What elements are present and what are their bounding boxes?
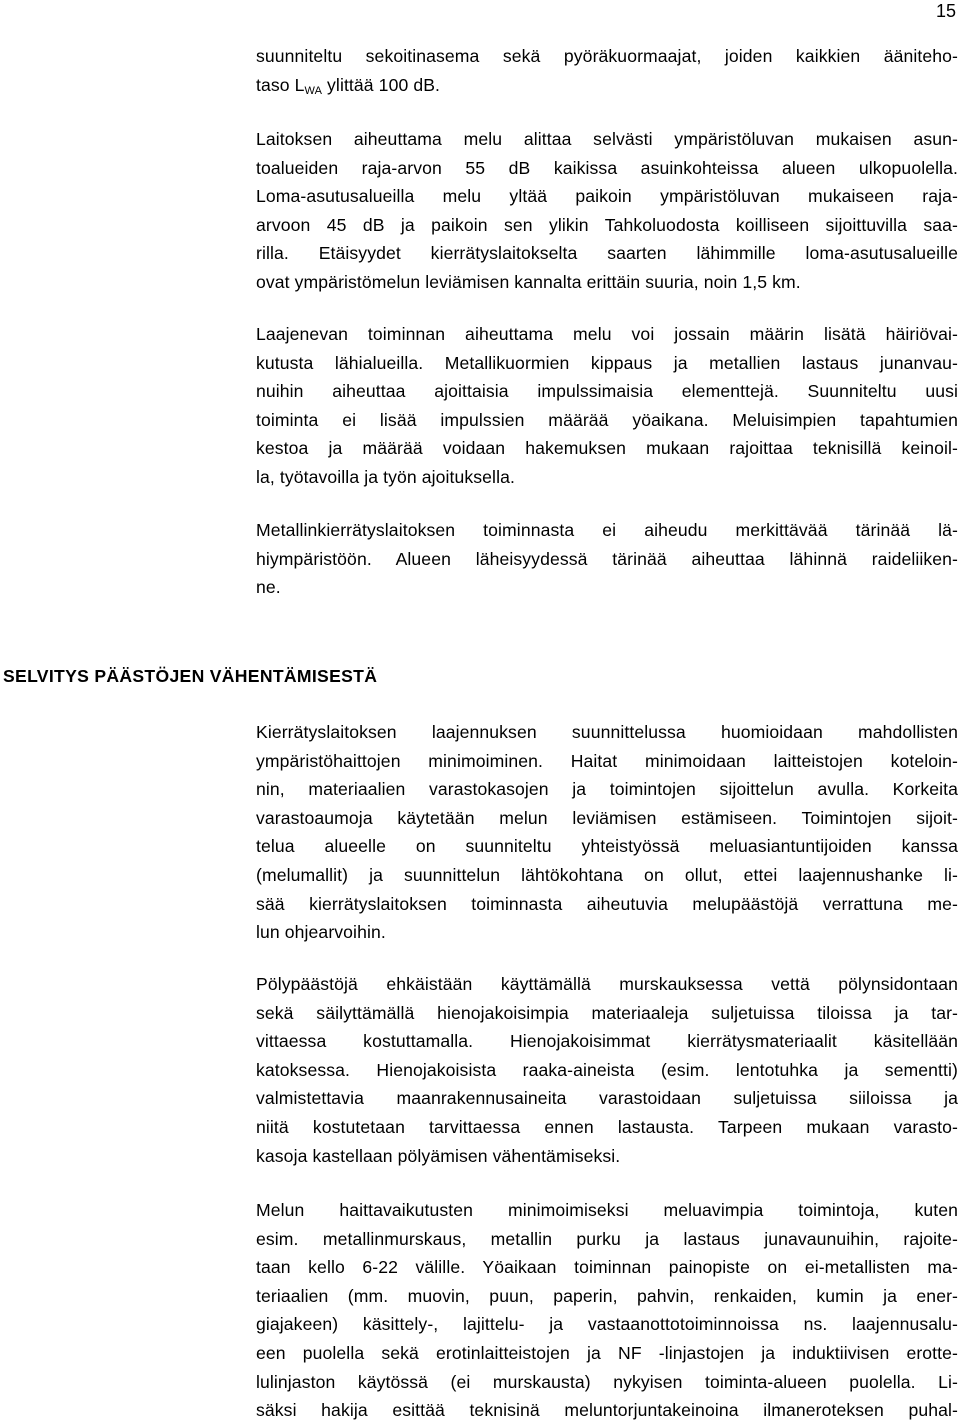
text-line: hiympäristöön. Alueen läheisyydessä tärinää aiheuttaa lähinnä raideliiken- xyxy=(256,548,958,569)
paragraph-noise-levels xyxy=(256,125,958,297)
text-line: kutusta lähialueilla. Metallikuormien kippaus ja metallien lastaus junanvau- xyxy=(256,352,958,373)
text-line: esim. metallinmurskaus, metallin purku ja lastaus junavaunuihin, rajoite- xyxy=(256,1228,958,1249)
text-line: ovat ympäristömelun leviämisen kannalta erittäin suuria, noin 1,5 km. xyxy=(256,271,801,292)
text-line: ympäristöhaittojen minimoiminen. Haitat minimoidaan laitteistojen koteloin- xyxy=(256,750,958,771)
text-line: kasoja kastellaan pölyämisen vähentämiseksi. xyxy=(256,1145,621,1166)
text-line: Loma-asutusalueilla melu yltää paikoin ympäristöluvan mukaiseen raja- xyxy=(256,186,958,207)
paragraph-emission-reduction xyxy=(256,718,958,947)
text-line: rilla. Etäisyydet kierrätyslaitokselta saarten lähimmille loma-asutusalueille xyxy=(256,243,958,264)
text-line: taan kello 6-22 välille. Yöaikaan toiminnan painopiste on ei-metallisten ma- xyxy=(256,1257,958,1278)
text-line: Kierrätyslaitoksen laajennuksen suunnittelussa huomioidaan mahdollisten xyxy=(256,722,958,742)
paragraph-noise-mitigation xyxy=(256,1196,958,1425)
text-line: nin, materiaalien varastokasojen ja toimintojen sijoittelun avulla. Korkeita xyxy=(256,779,958,800)
paragraph-vibration xyxy=(256,516,958,602)
text-line: Metallinkierrätyslaitoksen toiminnasta ei aiheudu merkittävää tärinää lä- xyxy=(256,520,958,540)
text-line: nuihin aiheuttaa ajoittaisia impulssimaisia elementtejä. Suunniteltu uusi xyxy=(256,381,958,402)
text-line: giajakeen) käsittely-, lajittelu- ja vastaanottotoiminnoissa ns. laajennusalu- xyxy=(256,1314,958,1335)
subscript-wa: WA xyxy=(304,84,323,97)
text-line: Melun haittavaikutusten minimoimiseksi meluavimpia toimintoja, kuten xyxy=(256,1200,958,1220)
text-line: säksi hakija esittää teknisinä meluntorjuntakeinoina ilmaneroteksen puhal- xyxy=(256,1400,958,1421)
text-line: katoksessa. Hienojakoisista raaka-aineista (esim. lentotuhka ja sementti) xyxy=(256,1059,958,1080)
paragraph-dust-emissions xyxy=(256,970,958,1170)
text-line: suunniteltu sekoitinasema sekä pyöräkuormaajat, joiden kaikkien ääniteho- xyxy=(256,46,958,66)
text-line: Pölypäästöjä ehkäistään käyttämällä murskauksessa vettä pölynsidontaan xyxy=(256,974,958,994)
paragraph-continuation xyxy=(256,42,958,99)
section-heading: SELVITYS PÄÄSTÖJEN VÄHENTÄMISESTÄ xyxy=(3,666,378,686)
text-line: lun ohjearvoihin. xyxy=(256,922,386,943)
text-line: sää kierrätyslaitoksen toiminnasta aiheutuvia melupäästöjä verrattuna me- xyxy=(256,893,958,914)
text-line: toiminta ei lisää impulssien määrää yöaikana. Meluisimpien tapahtumien xyxy=(256,409,958,430)
text-line: lulinjaston käytössä (ei murskausta) nykyisen toiminta-alueen puolella. Li- xyxy=(256,1371,958,1392)
text-line: telua alueelle on suunniteltu yhteistyössä meluasiantuntijoiden kanssa xyxy=(256,836,958,857)
text-line: toalueiden raja-arvon 55 dB kaikissa asuinkohteissa alueen ulkopuolella. xyxy=(256,157,958,178)
text-line: vittaessa kostuttamalla. Hienojakoisimmat kierrätysmateriaalit käsitellään xyxy=(256,1031,958,1052)
text-line: teriaalien (mm. muovin, puun, paperin, pahvin, renkaiden, kumin ja ener- xyxy=(256,1285,958,1306)
text-line: varastoaumoja käytetään melun leviämisen estämiseen. Toimintojen sijoit- xyxy=(256,807,958,828)
text-line: sekä säilyttämällä hienojakoisimpia materiaaleja suljetuissa tiloissa ja tar- xyxy=(256,1002,958,1023)
text-line: niitä kostutetaan tarvittaessa ennen lastausta. Tarpeen mukaan varasto- xyxy=(256,1116,958,1137)
text-line: (melumallit) ja suunnittelun lähtökohtana on ollut, ettei laajennushanke li- xyxy=(256,864,958,885)
text-line: arvoon 45 dB ja paikoin sen ylikin Tahkoluodosta koilliseen sijoittuvilla saa- xyxy=(256,214,958,235)
text-line: la, työtavoilla ja työn ajoituksella. xyxy=(256,466,515,487)
text-line: taso $L_{WA}$ ylittää 100 dB. xyxy=(256,74,441,97)
text-line: kestoa ja määrää voidaan hakemuksen mukaan rajoittaa teknisillä keinoil- xyxy=(256,438,958,459)
paragraph-expanding-operations xyxy=(256,320,958,492)
text-line: ne. xyxy=(256,577,281,598)
text-line: Laitoksen aiheuttama melu alittaa selvästi ympäristöluvan mukaisen asun- xyxy=(256,129,958,149)
text-line: Laajenevan toiminnan aiheuttama melu voi jossain määrin lisätä häiriövai- xyxy=(256,324,958,344)
page-number: 15 xyxy=(935,1,956,21)
text-line: valmistettavia maanrakennusaineita varastoidaan suljetuissa siiloissa ja xyxy=(256,1088,958,1109)
text-line: een puolella sekä erotinlaitteistojen ja NF -linjastojen ja induktiivisen erotte- xyxy=(256,1342,958,1363)
